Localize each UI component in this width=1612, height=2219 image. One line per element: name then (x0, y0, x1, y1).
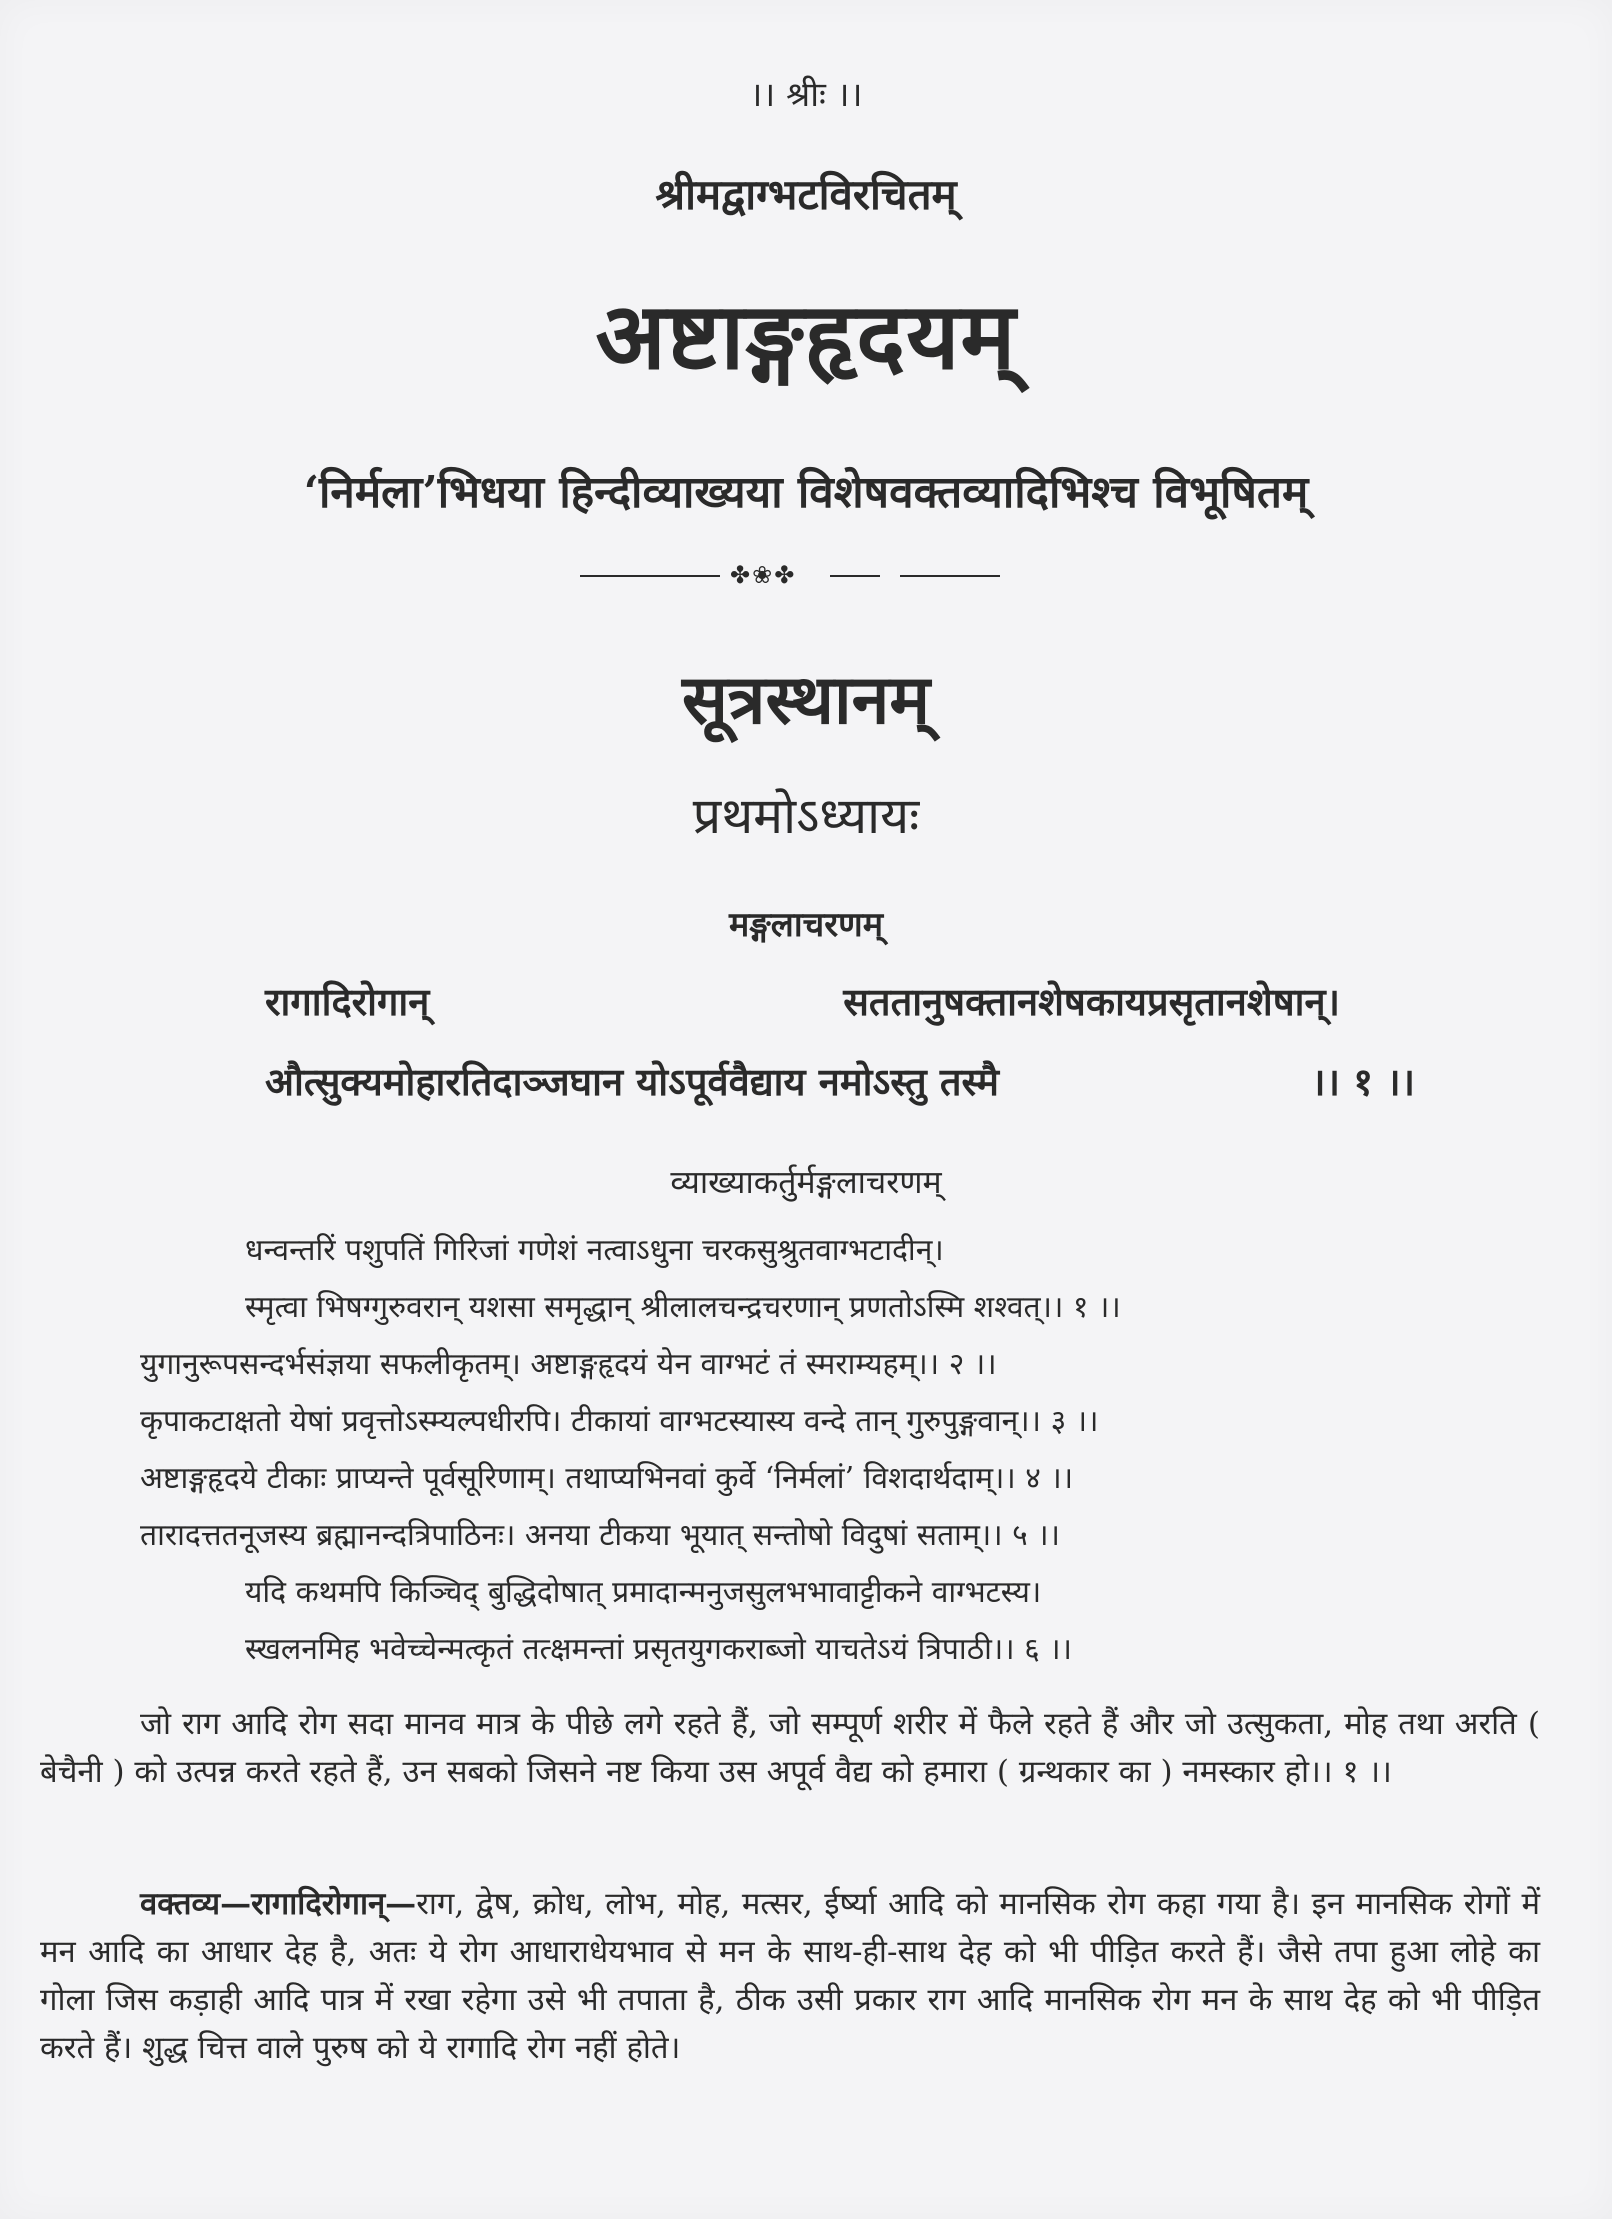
commentator-invocation-heading: व्याख्याकर्तुर्मङ्गलाचरणम् (670, 1163, 942, 1201)
ornamental-divider (580, 561, 1000, 589)
chapter-title: प्रथमोऽध्यायः (692, 787, 920, 845)
translation-text: जो राग आदि रोग सदा मानव मात्र के पीछे लगे रहते हैं, जो सम्पूर्ण शरीर में फैले रहते हैं और जो उत्सुकता, मोह तथा अरति ( बेचैनी ) को उत्पन्न करते रहते हैं, उन सबको जिसने नष्ट किया उस अपूर्व वैद्य को हमारा ( ग्रन्थकार का ) नमस्कार हो।। १ ।। (40, 1706, 1540, 1790)
explanatory-note (40, 1880, 1540, 2072)
book-subtitle: ‘निर्मला’भिधया हिन्दीव्याख्यया विशेषवक्तव्यादिभिश्च विभूषितम् (303, 467, 1309, 518)
commentator-verse-line: कृपाकटाक्षतो येषां प्रवृत्तोऽस्म्यल्पधीरपि। टीकायां वाग्भटस्यास्य वन्दे तान् गुरुपुङ्गवान्।। ३ ।। (140, 1404, 1099, 1439)
commentator-verse-line: तारादत्ततनूजस्य ब्रह्मानन्दत्रिपाठिनः। अनया टीकया भूयात् सन्तोषो विदुषां सताम्।। ५ ।। (140, 1518, 1061, 1553)
note-label: वक्तव्य—रागादिरोगान्— (140, 1886, 417, 1922)
section-title: सूत्रस्थानम् (681, 660, 931, 740)
verse-line-left: रागादिरोगान् (265, 979, 430, 1024)
verse-line-right: ।। १ ।। (1311, 1059, 1415, 1104)
commentator-verse-line: धन्वन्तरिं पशुपतिं गिरिजां गणेशं नत्वाऽधुना चरकसुश्रुतवाग्भटादीन्। (245, 1233, 944, 1268)
hindi-translation (40, 1700, 1540, 1796)
book-title: अष्टाङ्गहृदयम् (595, 282, 1017, 390)
commentator-verse-line: अष्टाङ्गहृदये टीकाः प्राप्यन्ते पूर्वसूरिणाम्। तथाप्यभिनवां कुर्वे ‘निर्मलां’ विशदार्थदाम्।। ४ ।। (140, 1461, 1074, 1496)
commentator-verse-line: स्मृत्वा भिषग्गुरुवरान् यशसा समृद्धान् श्रीलालचन्द्रचरणान् प्रणतोऽस्मि शश्वत्।। १ ।। (245, 1290, 1121, 1325)
invocation-heading: मङ्गलाचरणम् (728, 905, 884, 945)
note-text: राग, द्वेष, क्रोध, लोभ, मोह, मत्सर, ईर्ष्या आदि को मानसिक रोग कहा गया है। इन मानसिक रोगों में मन आदि का आधार देह है, अतः ये रोग आधाराधेयभाव से मन के साथ-ही-साथ देह को भी पीड़ित करते हैं। जैसे तपा हुआ लोहे का गोला जिस कड़ाही आदि पात्र में रखा रहेगा उसे भी तपाता है, ठीक उसी प्रकार राग आदि मानसिक रोग मन के साथ देह को भी पीड़ित करते हैं। शुद्ध चित्त वाले पुरुष को ये रागादि रोग नहीं होते। (40, 1886, 1540, 2066)
verse-line-left: औत्सुक्यमोहारतिदाञ्जघान योऽपूर्ववैद्याय नमोऽस्तु तस्मै (265, 1059, 1000, 1104)
author-title: श्रीमद्वाग्भटविरचितम् (655, 170, 957, 219)
invocation: ।। श्रीः ।। (749, 75, 863, 115)
commentator-verse-line: युगानुरूपसन्दर्भसंज्ञया सफलीकृतम्। अष्टाङ्गहृदयं येन वाग्भटं तं स्मराम्यहम्।। २ ।। (140, 1347, 997, 1382)
commentator-verse-line: स्खलनमिह भवेच्चेन्मत्कृतं तत्क्षमन्तां प्रसृतयुगकराब्जो याचतेऽयं त्रिपाठी।। ६ ।। (245, 1632, 1073, 1667)
commentator-verse-line: यदि कथमपि किञ्चिद् बुद्धिदोषात् प्रमादान्मनुजसुलभभावाट्टीकने वाग्भटस्य। (245, 1575, 1042, 1610)
divider-ornament: ✤❀✤ (730, 561, 797, 589)
verse-line-right: सततानुषक्तानशेषकायप्रसृतानशेषान्। (843, 979, 1340, 1024)
